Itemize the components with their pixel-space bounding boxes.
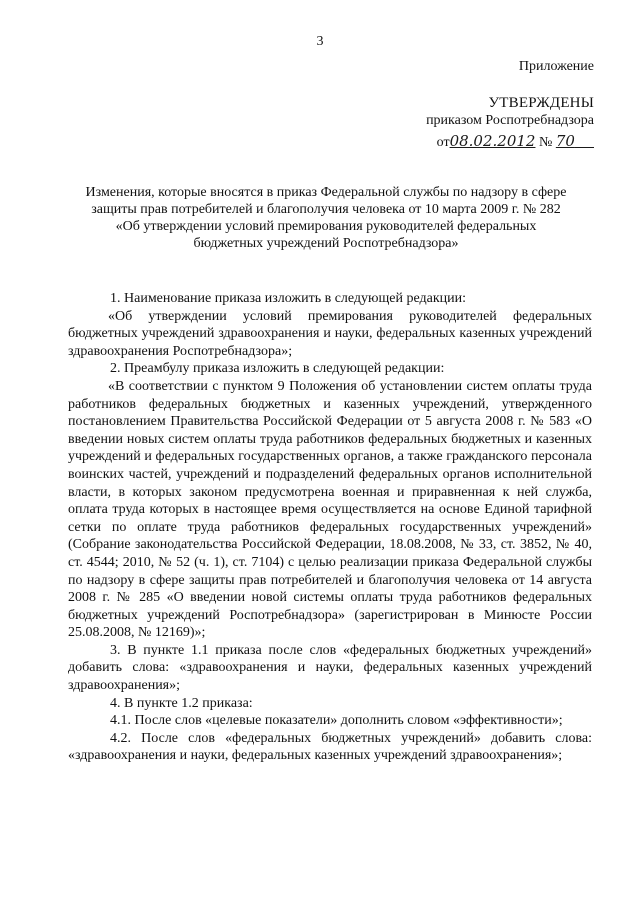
paragraph-quote-2: «В соответствии с пунктом 9 Положения об установлении систем оплаты труда работников федеральных бюджетных и казенных учреждений, утвержденного постановлением Правительства Российской Федерации от 5 августа 2008 г. № 583 «О введении новых систем оплаты труда работников федеральных бюджетных и казенных учреждений и федеральных государственных органов, а также гражданского персонала воинских частей, учреждений и подразделений федеральных органов исполнительной власти, в которых законом предусмотрена военная и приравненная к ней служба, оплата труда которых в настоящее время осуществляется на основе Единой тарифной сетки по оплате труда работников федеральных государственных учреждений» (Собрание законодательства Российской Федерации, 18.08.2008, № 33, ст. 3852, № 40, ст. 4544; 2010, № 52 (ч. 1), ст. 7104) с целью реализации приказа Федеральной службы по надзору в сфере защиты прав потребителей и благополучия человека от 14 августа 2008 г. № 285 «О введении новой системы оплаты труда работников федеральных бюджетных учреждений Роспотребнадзора» (зарегистрирован в Минюсте России 25.08.2008, № 12169)»; [68, 378, 592, 641]
document-title [76, 184, 576, 252]
handwritten-date: 08.02.2012 [449, 132, 536, 150]
title-line: «Об утверждении условий премирования руководителей федеральных [115, 219, 537, 234]
title-line: бюджетных учреждений Роспотребнадзора» [193, 236, 459, 251]
handwritten-number: 70 [555, 132, 575, 150]
approval-block [426, 94, 594, 152]
date-prefix: от [436, 135, 450, 150]
paragraph-item-3: 3. В пункте 1.1 приказа после слов «федеральных бюджетных учреждений» добавить слова: «здравоохранения и науки, федеральных казенных учреждений здравоохранения»; [68, 642, 592, 694]
order-date-number-line [426, 132, 594, 152]
paragraph-quote-1: «Об утверждении условий премирования руководителей федеральных бюджетных учреждений здравоохранения и науки, федеральных казенных учреждений здравоохранения Роспотребнадзора»; [68, 308, 592, 359]
page-number: 3 [316, 34, 324, 49]
approved-by: приказом Роспотребнадзора [426, 113, 594, 128]
title-line: защиты прав потребителей и благополучия человека от 10 марта 2009 г. № 282 [91, 202, 561, 217]
appendix-label: Приложение [518, 59, 594, 74]
approved-title: УТВЕРЖДЕНЫ [488, 95, 594, 111]
paragraph-item-4-1: 4.1. После слов «целевые показатели» дополнить словом «эффективности»; [110, 713, 563, 729]
paragraph-item-4-2: 4.2. После слов «федеральных бюджетных учреждений» добавить слова: «здравоохранения и науки, федеральных казенных учреждений здравоохранения»; [68, 730, 592, 764]
document-body [68, 290, 592, 765]
title-line: Изменения, которые вносятся в приказ Федеральной службы по надзору в сфере [85, 185, 567, 200]
number-prefix: № [538, 135, 553, 150]
paragraph-item-1: 1. Наименование приказа изложить в следующей редакции: [110, 291, 467, 306]
number-underline [575, 132, 594, 150]
paragraph-item-2: 2. Преамбулу приказа изложить в следующей редакции: [110, 361, 445, 377]
paragraph-item-4: 4. В пункте 1.2 приказа: [110, 695, 253, 711]
